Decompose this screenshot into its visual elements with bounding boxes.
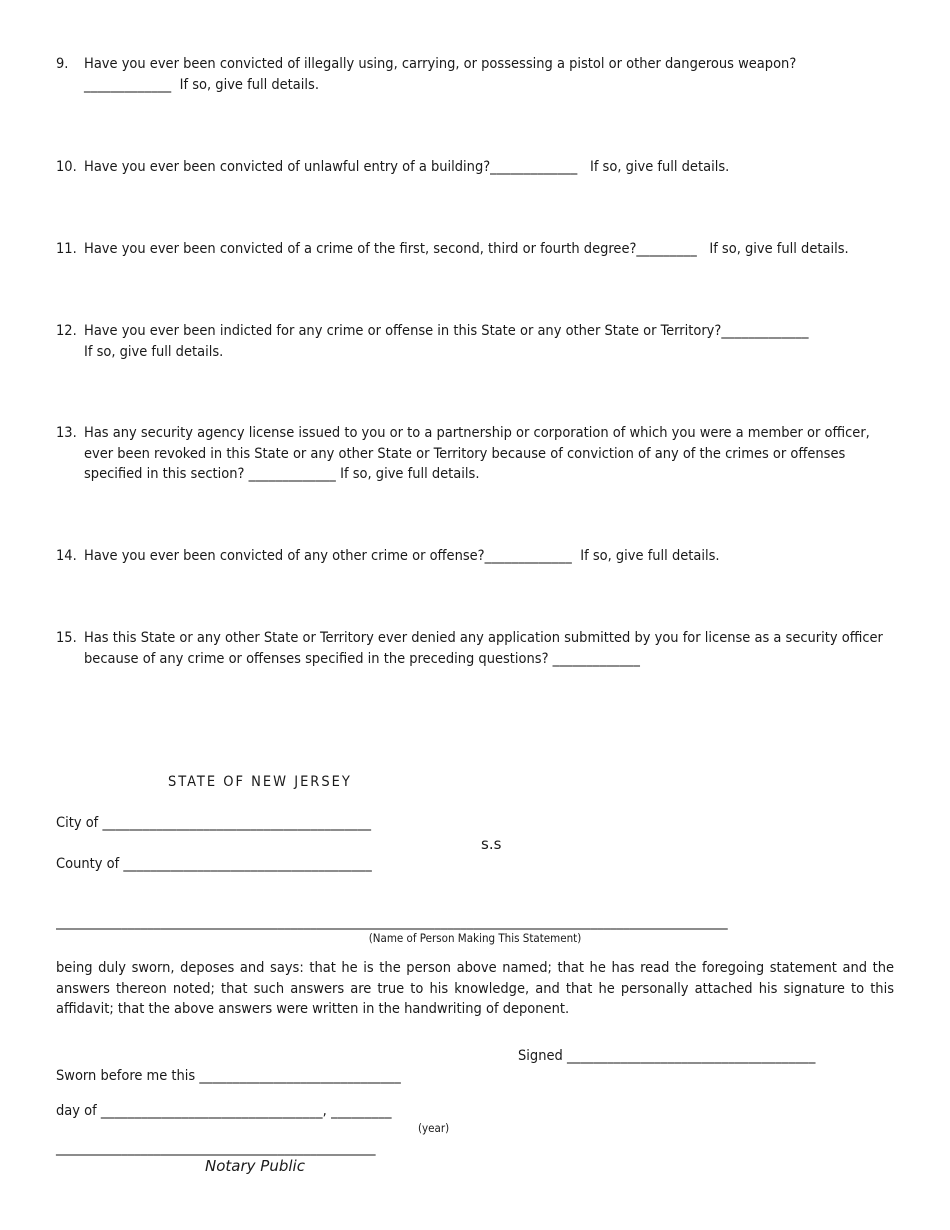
question-14 — [56, 546, 906, 567]
question-11 — [56, 239, 936, 260]
sworn-row — [56, 1068, 401, 1084]
question-13 — [56, 423, 896, 485]
city-row — [56, 815, 371, 831]
question-number: 10. — [56, 159, 77, 175]
sworn-date-field[interactable]: ______________________________ — [199, 1068, 402, 1084]
question-number: 11. — [56, 241, 77, 257]
question-number: 12. — [56, 323, 77, 339]
details-prompt: If so, give full details. — [580, 548, 720, 564]
name-caption: (Name of Person Making This Statement) — [368, 931, 582, 945]
answer-blank[interactable]: _____________ — [484, 548, 572, 564]
signed-row — [518, 1048, 816, 1064]
county-row — [56, 856, 372, 872]
answer-blank[interactable]: _________ — [636, 241, 697, 257]
answer-blank[interactable]: _____________ — [490, 159, 578, 175]
question-number: 13. — [56, 425, 77, 441]
state-title: STATE OF NEW JERSEY — [168, 774, 352, 790]
year-caption: (year) — [418, 1121, 450, 1135]
ss-mark: s.s — [481, 835, 502, 853]
details-prompt: If so, give full details. — [340, 466, 480, 482]
question-15 — [56, 628, 896, 669]
answer-blank[interactable]: _____________ — [248, 466, 337, 482]
county-field[interactable]: _____________________________________ — [123, 856, 372, 872]
question-text: Have you ever been convicted of a crime of the first, second, third or fourth degree? — [84, 241, 637, 257]
question-text: Have you ever been indicted for any crime or offense in this State or any other State or Territory? — [84, 323, 722, 339]
county-label: County of — [56, 856, 120, 872]
sworn-label: Sworn before me this — [56, 1068, 196, 1084]
city-label: City of — [56, 815, 99, 831]
question-number: 15. — [56, 630, 77, 646]
city-field[interactable]: ________________________________________ — [102, 815, 372, 831]
notary-signature-field[interactable]: _________________________________________________ — [56, 1140, 376, 1156]
details-prompt: If so, give full details. — [179, 76, 319, 93]
notary-label: Notary Public — [205, 1157, 305, 1175]
details-prompt: If so, give full details. — [84, 343, 224, 360]
question-number: 9. — [56, 56, 69, 72]
answer-blank[interactable]: _____________ — [721, 323, 809, 339]
question-text: Has any security agency license issued to you or to a partnership or corporation of which you were a member or officer, ever been revoked in this State or any other State or Territory because of conviction of any of the crimes or offenses specified in this section? — [84, 425, 870, 482]
answer-blank[interactable]: _____________ — [552, 650, 641, 667]
question-text: Has this State or any other State or Territory ever denied any application submitted by you for license as a security officer because of any crime or offenses specified in the preceding questions? — [84, 630, 883, 667]
signed-label: Signed — [518, 1048, 563, 1064]
day-row — [56, 1103, 392, 1119]
question-10 — [56, 157, 906, 178]
question-12 — [56, 321, 906, 362]
details-prompt: If so, give full details. — [589, 159, 730, 175]
question-9 — [56, 54, 906, 95]
signature-field[interactable]: _____________________________________ — [566, 1048, 816, 1064]
question-text: Have you ever been convicted of unlawful entry of a building? — [84, 159, 491, 175]
details-prompt: If so, give full details. — [709, 241, 849, 257]
day-label: day of — [56, 1103, 97, 1119]
year-field[interactable]: _________ — [331, 1103, 392, 1119]
name-field[interactable]: _______________________________________________________________________________________________________ — [56, 914, 728, 930]
month-field[interactable]: _________________________________, — [100, 1103, 328, 1119]
question-number: 14. — [56, 548, 77, 564]
question-text: Have you ever been convicted of any other crime or offense? — [84, 548, 485, 564]
oath-text: being duly sworn, deposes and says: that he is the person above named; that he has read the foregoing statement and the answers thereon noted; that such answers are true to his knowledge, and that he personally attached his signature to this affidavit; that the above answers were written in the handwriting of deponent. — [56, 960, 894, 1017]
answer-blank[interactable]: _____________ — [84, 76, 172, 93]
question-text: Have you ever been convicted of illegally using, carrying, or possessing a pistol or other dangerous weapon? — [84, 56, 797, 72]
